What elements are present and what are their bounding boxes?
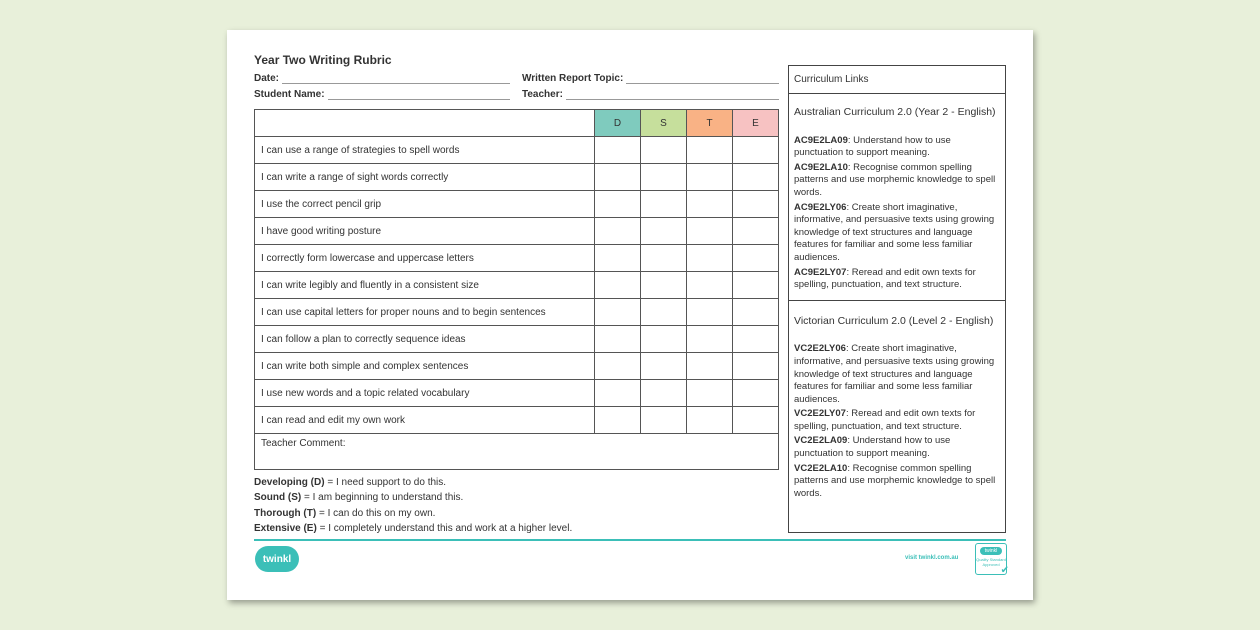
rating-cell-d[interactable] [595, 299, 641, 326]
twinkl-logo: twinkl [255, 546, 299, 572]
curriculum-desc: : Recognise common spelling patterns and use morphemic knowledge to spell words. [794, 462, 996, 499]
rating-cell-s[interactable] [641, 245, 687, 272]
curriculum-item [794, 135, 1000, 160]
col-header-d: D [595, 110, 641, 137]
criterion: I have good writing posture [255, 218, 595, 245]
curriculum-item [794, 343, 1000, 406]
table-row [255, 299, 779, 326]
legend-desc: = I am beginning to understand this. [301, 492, 464, 504]
rating-cell-d[interactable] [595, 218, 641, 245]
rating-cell-d[interactable] [595, 164, 641, 191]
col-header-t: T [687, 110, 733, 137]
rating-cell-e[interactable] [733, 353, 779, 380]
table-row [255, 245, 779, 272]
criterion: I can use capital letters for proper nouns and to begin sentences [255, 299, 595, 326]
curriculum-desc: : Create short imaginative, informative, and persuasive texts using growing knowledge of text structures and language features for familiar and some less familiar audiences. [794, 343, 995, 405]
curriculum-desc: : Reread and edit own texts for spelling, punctuation, and text structure. [794, 408, 976, 432]
rating-cell-t[interactable] [687, 164, 733, 191]
legend-desc: = I completely understand this and work at a higher level. [316, 523, 573, 535]
worksheet-page [227, 30, 1033, 600]
date-line[interactable] [282, 75, 510, 84]
legend-term: Extensive (E) [254, 523, 317, 535]
badge-text: Quality Standard Approved [976, 557, 1006, 567]
rating-cell-d[interactable] [595, 326, 641, 353]
rating-cell-d[interactable] [595, 191, 641, 218]
curriculum-item [794, 463, 1000, 501]
victorian-curriculum-title: Victorian Curriculum 2.0 (Level 2 - English) [794, 314, 994, 327]
rating-cell-e[interactable] [733, 218, 779, 245]
rating-cell-t[interactable] [687, 137, 733, 164]
badge-logo: twinkl [980, 547, 1002, 555]
rating-cell-s[interactable] [641, 380, 687, 407]
date-label: Date: [254, 73, 280, 84]
quality-badge-icon [975, 543, 1007, 575]
criterion: I can write legibly and fluently in a consistent size [255, 272, 595, 299]
rating-cell-s[interactable] [641, 407, 687, 434]
footer-divider [254, 539, 1006, 541]
teacher-comment-label: Teacher Comment: [261, 438, 346, 449]
legend-item-extensive [254, 521, 572, 536]
legend-term: Thorough (T) [254, 507, 317, 519]
rating-cell-t[interactable] [687, 299, 733, 326]
table-row [255, 137, 779, 164]
curriculum-code: VC2E2LA10 [794, 462, 848, 474]
legend-desc: = I can do this on my own. [316, 507, 436, 519]
rating-cell-d[interactable] [595, 407, 641, 434]
visit-link[interactable]: visit twinkl.com.au [905, 555, 959, 561]
legend-item-developing [254, 475, 572, 490]
student-name-label: Student Name: [254, 89, 325, 100]
criterion: I use the correct pencil grip [255, 191, 595, 218]
rubric-table [254, 109, 779, 470]
rating-cell-d[interactable] [595, 353, 641, 380]
curriculum-code: VC2E2LY07 [794, 408, 846, 420]
rating-cell-s[interactable] [641, 164, 687, 191]
rating-cell-s[interactable] [641, 326, 687, 353]
table-row [255, 272, 779, 299]
table-row [255, 191, 779, 218]
rating-cell-e[interactable] [733, 137, 779, 164]
curriculum-code: AC9E2LY06 [794, 201, 847, 213]
legend-term: Sound (S) [254, 492, 302, 504]
teacher-line[interactable] [566, 91, 779, 100]
curriculum-item [794, 162, 1000, 200]
curriculum-code: AC9E2LA09 [794, 134, 848, 146]
rating-cell-e[interactable] [733, 245, 779, 272]
teacher-label: Teacher: [522, 89, 563, 100]
curriculum-desc: : Recognise common spelling patterns and use morphemic knowledge to spell words. [794, 161, 996, 198]
rating-cell-e[interactable] [733, 191, 779, 218]
table-row [255, 326, 779, 353]
criterion: I can write both simple and complex sentences [255, 353, 595, 380]
rating-cell-s[interactable] [641, 137, 687, 164]
curriculum-desc: : Reread and edit own texts for spelling, punctuation, and text structure. [794, 266, 976, 291]
rating-cell-t[interactable] [687, 218, 733, 245]
curriculum-code: VC2E2LY06 [794, 343, 846, 355]
criteria-header [255, 110, 595, 137]
table-row [255, 407, 779, 434]
legend-item-thorough [254, 506, 572, 521]
table-row [255, 353, 779, 380]
rating-cell-t[interactable] [687, 353, 733, 380]
curriculum-desc: : Create short imaginative, informative, and persuasive texts using growing knowledge of text structures and language features for familiar and some less familiar audiences. [794, 201, 995, 263]
rating-cell-e[interactable] [733, 380, 779, 407]
rating-cell-d[interactable] [595, 272, 641, 299]
curriculum-item [794, 267, 1000, 292]
rating-cell-s[interactable] [641, 191, 687, 218]
rating-cell-e[interactable] [733, 164, 779, 191]
criterion: I can read and edit my own work [255, 407, 595, 434]
curriculum-code: VC2E2LA09 [794, 435, 848, 447]
rating-cell-d[interactable] [595, 245, 641, 272]
rating-cell-t[interactable] [687, 191, 733, 218]
rubric-header-row [255, 110, 779, 137]
rating-cell-t[interactable] [687, 407, 733, 434]
curriculum-links-panel [788, 65, 1006, 533]
rating-cell-d[interactable] [595, 380, 641, 407]
teacher-comment-row [255, 434, 779, 470]
curriculum-links-header: Curriculum Links [789, 66, 1005, 94]
page-title: Year Two Writing Rubric [254, 53, 392, 67]
victorian-curriculum-section [789, 301, 1005, 509]
rating-cell-s[interactable] [641, 353, 687, 380]
curriculum-item [794, 202, 1000, 265]
table-row [255, 164, 779, 191]
rating-cell-d[interactable] [595, 137, 641, 164]
date-field [254, 73, 510, 84]
rating-cell-s[interactable] [641, 299, 687, 326]
rating-cell-s[interactable] [641, 272, 687, 299]
rating-cell-t[interactable] [687, 272, 733, 299]
student-name-field [254, 89, 510, 100]
rating-cell-e[interactable] [733, 272, 779, 299]
col-header-e: E [733, 110, 779, 137]
teacher-field [522, 89, 779, 100]
curriculum-item [794, 435, 1000, 460]
rating-cell-t[interactable] [687, 245, 733, 272]
curriculum-desc: : Understand how to use punctuation to support meaning. [794, 134, 951, 159]
curriculum-item [794, 408, 1000, 433]
criterion: I use new words and a topic related vocabulary [255, 380, 595, 407]
curriculum-code: AC9E2LA10 [794, 161, 848, 173]
legend-term: Developing (D) [254, 477, 325, 488]
table-row [255, 218, 779, 245]
rating-cell-t[interactable] [687, 326, 733, 353]
rating-cell-e[interactable] [733, 407, 779, 434]
topic-field [522, 73, 779, 84]
rating-legend [254, 475, 572, 537]
rating-cell-t[interactable] [687, 380, 733, 407]
legend-item-sound [254, 490, 572, 505]
australian-curriculum-title: Australian Curriculum 2.0 (Year 2 - English) [794, 106, 996, 118]
table-row [255, 380, 779, 407]
rating-cell-e[interactable] [733, 299, 779, 326]
teacher-comment-box[interactable] [255, 434, 779, 470]
criterion: I correctly form lowercase and uppercase letters [255, 245, 595, 272]
col-header-s: S [641, 110, 687, 137]
curriculum-code: AC9E2LY07 [794, 266, 847, 278]
student-name-line[interactable] [328, 91, 510, 100]
rating-cell-e[interactable] [733, 326, 779, 353]
rating-cell-s[interactable] [641, 218, 687, 245]
criterion: I can write a range of sight words correctly [255, 164, 595, 191]
legend-desc: = I need support to do this. [324, 477, 447, 488]
topic-label: Written Report Topic: [522, 73, 624, 84]
topic-line[interactable] [626, 75, 779, 84]
checkmark-icon: ✔ [1000, 565, 1009, 576]
curriculum-desc: : Understand how to use punctuation to support meaning. [794, 435, 951, 460]
criterion: I can follow a plan to correctly sequence ideas [255, 326, 595, 353]
criterion: I can use a range of strategies to spell words [255, 137, 595, 164]
australian-curriculum-section [789, 94, 1005, 300]
